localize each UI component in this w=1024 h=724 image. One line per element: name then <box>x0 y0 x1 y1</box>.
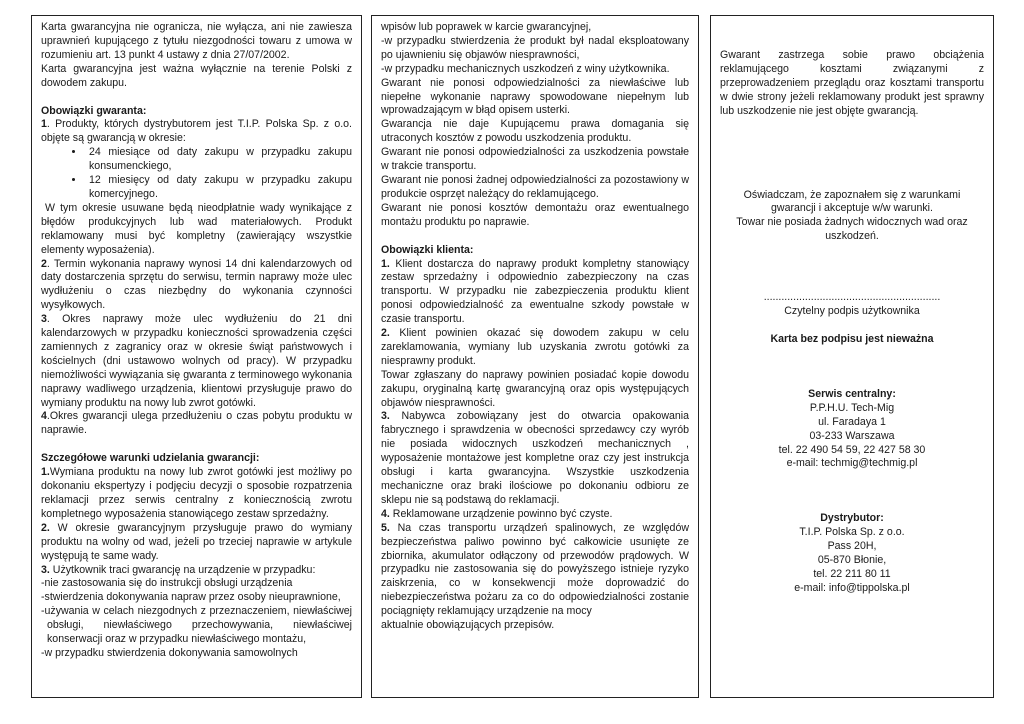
guarantor-duty-1-details: W tym okresie usuwane będą nieodpłatnie wady wynikające z błędów produkcyjnych lub wad materiałowych. Produkt reklamowany musi być kompletny (zawierający wszystkie elementy wyposażenia). <box>41 201 352 256</box>
liability-note: Gwarant nie ponosi odpowiedzialności za niewłaściwe lub niepełne wykonanie naprawy spowodowane niepełnym lub wprowadzającym w błąd opisem usterki. <box>381 76 689 117</box>
guarantor-duty-2: 2. Termin wykonania naprawy wynosi 14 dni kalendarzowych od daty dostarczenia sprzętu do serwisu, termin naprawy może ulec wydłużeniu o czas niezbędny do wykonania czynności wysyłkowych. <box>41 257 352 312</box>
warranty-loss-item: -stwierdzenia dokonywania napraw przez osoby nieuprawnione, <box>41 591 341 604</box>
central-service-line: P.P.H.U. Tech-Mig <box>809 401 895 414</box>
guarantor-duty-3: 3. Okres naprawy może ulec wydłużeniu do 21 dni kalendarzowych w przypadku konieczności sprowadzenia części zamiennych z zagranicy oraz w okresie świąt państwowych i kościelnych (dni ustawowo wolnych od pracy). W przypadku niemożliwości wywiązania się gwaranta z terminowego wykonania naprawy wadliwego urządzenia, klientowi przysługuje prawo do wymiany produktu na nowy lub zwrot gotówki. <box>41 313 352 409</box>
liability-note: Gwarant nie ponosi odpowiedzialności za uszkodzenia powstałe w trakcie transportu. <box>381 146 689 173</box>
inspection-cost-note: Gwarant zastrzega sobie prawo obciążenia reklamującego kosztami związanymi z przeprowadzeniem przeglądu oraz kosztami transportu w dwie strony jeżeli reklamowany produkt jest sprawny lub uszkodzenie nie jest objęte gwarancją. <box>720 49 984 117</box>
client-duties-heading: Obowiązki klienta: <box>381 243 474 256</box>
client-duty-3: 3. Nabywca zobowiązany jest do otwarcia opakowania fabrycznego i sprawdzenia w obecności sprzedawcy czy wyrób nie posiada widocznych uszkodzeń mechanicznych , wyposażenie montażowe jest kompletne oraz czy jest instrukcja obsługi i karta gwarancyjna. Wszystkie uszkodzenia mechaniczne oraz braki ilościowe po dokonaniu odbioru ze sklepu nie są podstawą do reklamacji. <box>381 410 689 506</box>
warranty-column-left <box>31 15 362 698</box>
central-service-line: tel. 22 490 54 59, 22 427 58 30 <box>778 443 926 456</box>
client-duty-1: 1. Klient dostarcza do naprawy produkt kompletny stanowiący zestaw sprzedażny i odpowiednio zabezpieczony na czas transportu. W przypadku nie zabezpieczenia produktu klient ponosi odpowiedzialność za ewentualne szkody powstałe w czasie transportu. <box>381 257 689 326</box>
liability-note: Gwarancja nie daje Kupującemu prawa domagania się utraconych kosztów z powodu uszkodzenia produktu. <box>381 118 689 145</box>
distributor-line: Pass 20H, <box>827 540 877 553</box>
distributor-heading: Dystrybutor: <box>820 512 884 525</box>
distributor-line: e-mail: info@tippolska.pl <box>794 581 910 594</box>
central-service-line: e-mail: techmig@techmig.pl <box>786 457 918 470</box>
warranty-column-right <box>710 15 994 698</box>
central-service-line: ul. Faradaya 1 <box>818 415 886 428</box>
warranty-loss-item: wpisów lub poprawek w karcie gwarancyjnej, <box>381 21 592 33</box>
client-duty-2-extra: Towar zgłaszany do naprawy powinien posiadać kopie dowodu zakupu, oryginalną kartę gwarancyjną oraz opis występujących objawów niesprawności. <box>381 368 689 409</box>
detailed-condition-3: 3. Użytkownik traci gwarancję na urządzenie w przypadku: <box>41 563 316 576</box>
distributor-line: T.I.P. Polska Sp. z o.o. <box>799 526 905 539</box>
detailed-condition-2: 2. W okresie gwarancyjnym przysługuje prawo do wymiany produktu na wolny od wad, jeżeli po trzeciej naprawie w artykule występują te same wady. <box>41 521 352 562</box>
client-duty-5-tail: aktualnie obowiązujących przepisów. <box>381 619 555 632</box>
signature-line: ............................................................ <box>763 291 941 304</box>
warranty-loss-item: -w przypadku mechanicznych uszkodzeń z winy użytkownika. <box>381 62 670 75</box>
distributor-line: tel. 22 211 80 11 <box>813 567 891 580</box>
warranty-loss-item: -nie zastosowania się do instrukcji obsługi urządzenia <box>41 577 293 590</box>
acceptance-statement: Oświadczam, że zapoznałem się z warunkami gwarancji i akceptuje w/w warunki. <box>743 188 961 215</box>
warranty-loss-item: -w przypadku stwierdzenia że produkt był nadal eksploatowany po ujawnieniu się objawów niesprawności, <box>381 34 689 61</box>
client-duty-2: 2. Klient powinien okazać się dowodem zakupu w celu zareklamowania, wymiany lub uzyskania zwrotu gotówki za niesprawny produkt. <box>381 327 689 367</box>
distributor-line: 05-870 Błonie, <box>817 554 887 567</box>
signature-label: Czytelny podpis użytkownika <box>784 305 920 318</box>
no-damage-statement: Towar nie posiada żadnych widocznych wad oraz uszkodzeń. <box>736 216 968 243</box>
detailed-condition-1: 1.Wymiana produktu na nowy lub zwrot gotówki jest możliwy po dokonaniu ekspertyzy i podjęciu decyzji o sposobie rozpatrzenia reklamacji przez serwis centralny z koniecznością zwrotu kompletnego wyposażenia stanowiącego zestaw sprzedażny. <box>41 466 352 520</box>
client-duty-5: 5. Na czas transportu urządzeń spalinowych, ze względów bezpieczeństwa paliwo powinno być całkowicie usunięte ze zbiornika, akumulator odłączony od przewodów prądowych. W przypadku nie zastosowania się do powyższego istnieje ryzyko zaiskrzenia, co w konsekwencji może doprowadzić do niebezpieczeństwa pożaru za co do odpowiedzialności zostanie pociągnięty reklamujący urządzenie na mocy <box>381 521 689 618</box>
client-duty-4: 4. Reklamowane urządzenie powinno być czyste. <box>381 507 613 520</box>
central-service-line: 03-233 Warszawa <box>809 429 895 442</box>
warranty-loss-item: -w przypadku stwierdzenia dokonywania samowolnych <box>41 646 298 659</box>
intro-paragraph: Karta gwarancyjna nie ogranicza, nie wyłącza, ani nie zawiesza uprawnień kupującego z tytułu niezgodności towaru z umowa w rozumieniu art. 13 punkt 4 ustawy z dnia 27/07/2002. <box>41 21 352 61</box>
validity-paragraph: Karta gwarancyjna jest ważna wyłącznie na terenie Polski z dowodem zakupu. <box>41 62 352 89</box>
warranty-column-middle <box>371 15 699 698</box>
warranty-period-commercial: • 12 miesięcy od daty zakupu w przypadku zakupu komercyjnego. <box>85 174 352 202</box>
detailed-conditions-heading: Szczegółowe warunki udzielania gwarancji: <box>41 452 260 465</box>
warranty-loss-item: -używania w celach niezgodnych z przeznaczeniem, niewłaściwej obsługi, niewłaściwego przechowywania, niewłaściwej konserwacji oraz w przypadku niewłaściwego montażu, <box>41 605 352 646</box>
guarantor-duty-4: 4.Okres gwarancji ulega przedłużeniu o czas pobytu produktu w naprawie. <box>41 410 352 437</box>
liability-note: Gwarant nie ponosi kosztów demontażu oraz ewentualnego montażu produktu po naprawie. <box>381 201 689 228</box>
warranty-period-list <box>41 146 352 202</box>
unsigned-invalid-note: Karta bez podpisu jest nieważna <box>770 332 934 345</box>
liability-note: Gwarant nie ponosi żadnej odpowiedzialności za pozostawiony w produkcie osprzęt należący do reklamującego. <box>381 173 689 200</box>
guarantor-duties-heading: Obowiązki gwaranta: <box>41 104 147 117</box>
central-service-heading: Serwis centralny: <box>808 387 896 400</box>
guarantor-duty-1: 1. Produkty, których dystrybutorem jest T.I.P. Polska Sp. z o.o. objęte są gwarancją w okresie: <box>41 118 352 145</box>
warranty-period-consumer: • 24 miesiące od daty zakupu w przypadku zakupu konsumenckiego, <box>85 146 352 174</box>
